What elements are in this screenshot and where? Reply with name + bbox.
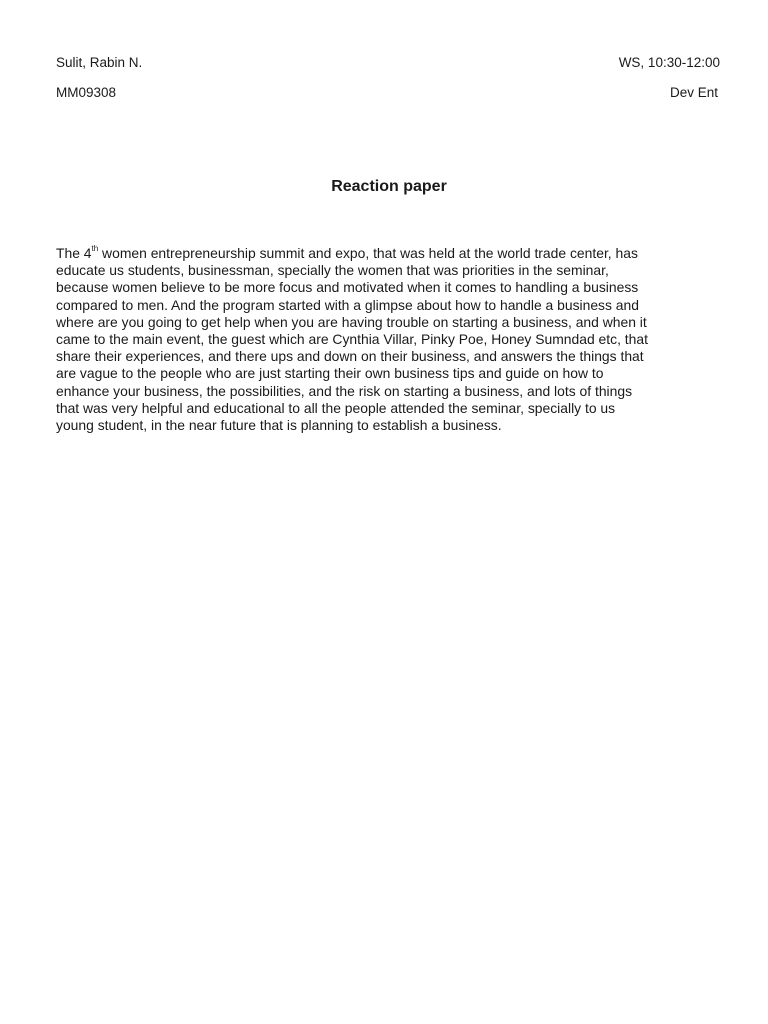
course-code: Dev Ent <box>669 85 718 100</box>
class-schedule: WS, 10:30-12:00 <box>618 55 720 70</box>
student-id: MM09308 <box>56 85 117 100</box>
paragraph-line-rest: women entrepreneurship summit and expo, that was held at the world trade center, has <box>98 245 638 261</box>
paragraph-line: share their experiences, and there ups and down on their business, and answers the things that <box>56 348 644 365</box>
paragraph-line: compared to men. And the program started with a glimpse about how to handle a business and <box>56 296 639 313</box>
paragraph-line: are vague to the people who are just starting their own business tips and guide on how to <box>56 365 604 382</box>
paragraph-line: that was very helpful and educational to all the people attended the seminar, specially to us <box>56 399 616 416</box>
paragraph-line: where are you going to get help when you are having trouble on starting a business, and when it <box>56 313 647 330</box>
paragraph-line: young student, in the near future that is planning to establish a business. <box>56 417 502 434</box>
document-title: Reaction paper <box>331 178 447 195</box>
paragraph-line <box>56 245 736 262</box>
paragraph-line-start: The 4 <box>56 245 92 261</box>
ordinal-superscript: th <box>91 244 99 254</box>
paragraph-line: enhance your business, the possibilities, and the risk on starting a business, and lots of things <box>56 382 633 399</box>
paragraph-line: educate us students, businessman, specially the women that was priorities in the seminar, <box>56 262 609 279</box>
body-paragraph <box>56 245 736 434</box>
paragraph-line: because women believe to be more focus and motivated when it comes to handling a business <box>56 279 639 296</box>
paragraph-line: came to the main event, the guest which are Cynthia Villar, Pinky Poe, Honey Sumndad etc, that <box>56 331 648 348</box>
author-name: Sulit, Rabin N. <box>56 55 143 70</box>
